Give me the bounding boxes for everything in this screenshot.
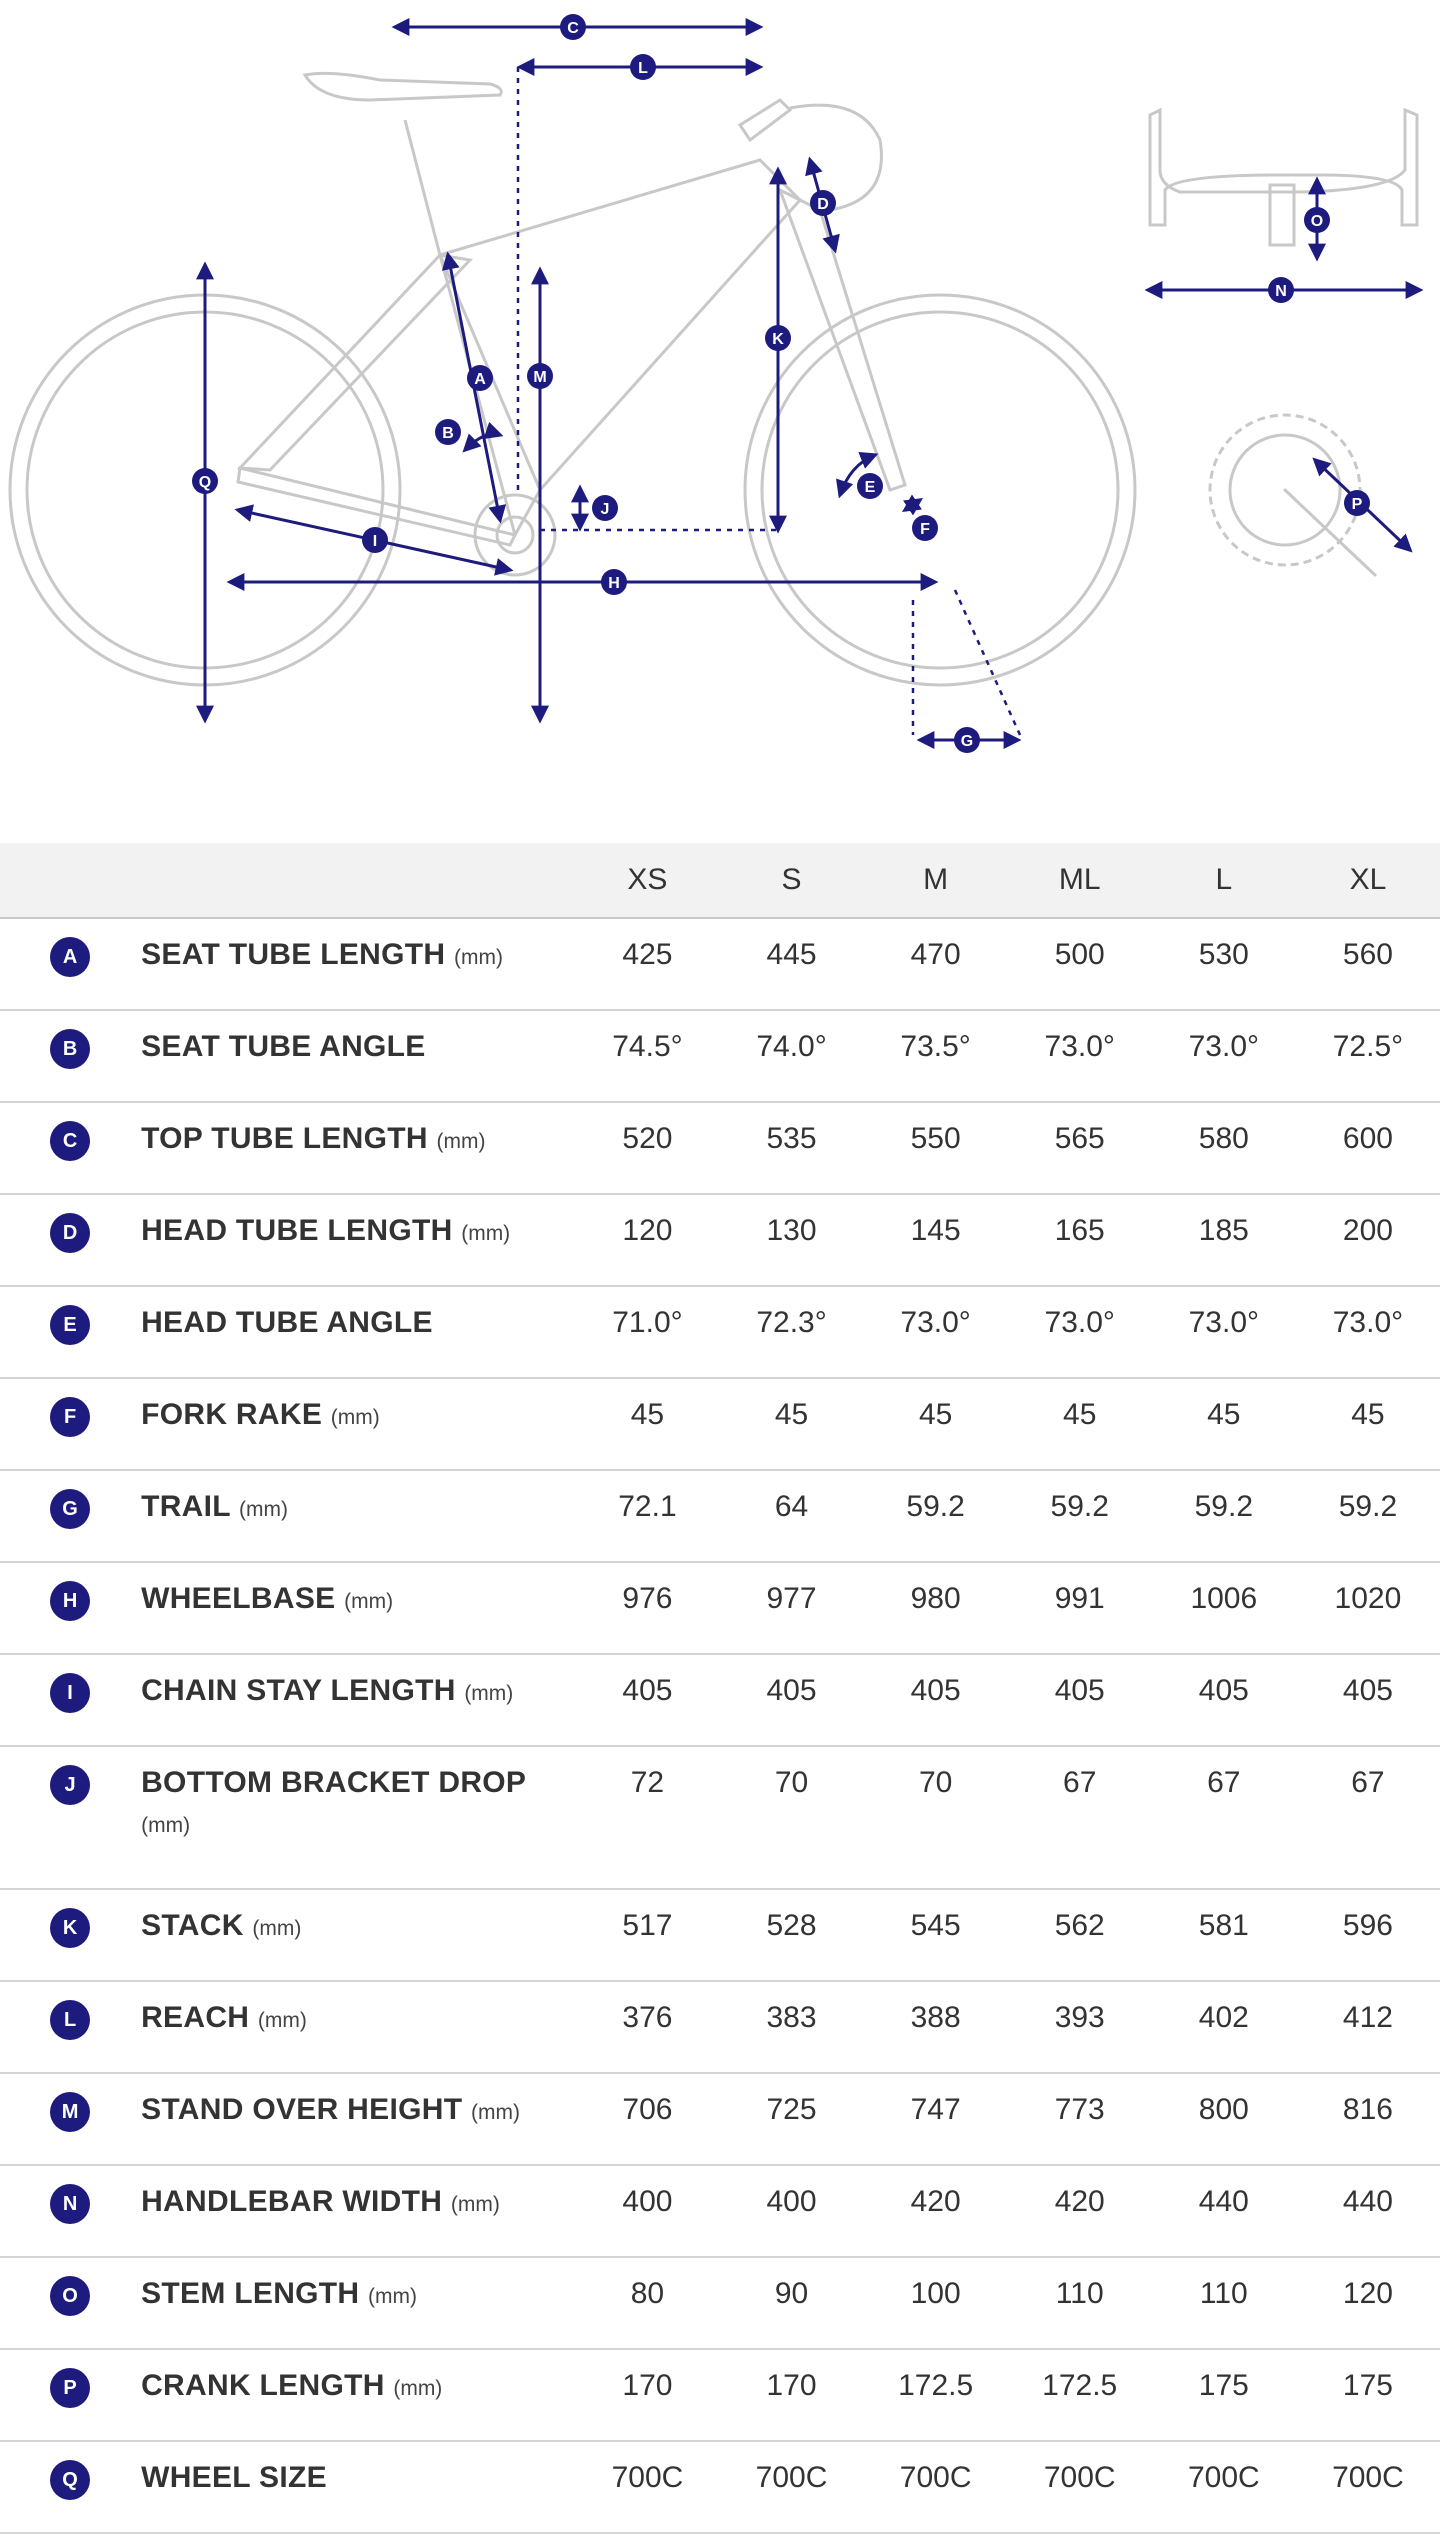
dimension-label (140, 2073, 575, 2165)
badge-cell (0, 1194, 140, 1286)
value-cell: 145 (864, 1194, 1008, 1286)
dimension-badge: O (50, 2276, 90, 2316)
value-cell: 747 (864, 2073, 1008, 2165)
value-cell: 580 (1152, 1102, 1296, 1194)
dimension-unit: (mm) (470, 2101, 520, 2124)
value-cell: 600 (1296, 1102, 1440, 1194)
value-cell: 980 (864, 1562, 1008, 1654)
dimension-unit: (mm) (450, 2193, 500, 2216)
header-empty-label (140, 843, 575, 918)
dimension-label (140, 1889, 575, 1981)
value-cell: 700C (1152, 2441, 1296, 2533)
size-header-s: S (719, 843, 863, 918)
badge-cell (0, 1378, 140, 1470)
dimension-name: WHEELBASE (141, 1582, 336, 1615)
value-cell: 412 (1296, 1981, 1440, 2073)
dimension-name: WHEEL SIZE (141, 2461, 327, 2494)
value-cell: 581 (1152, 1889, 1296, 1981)
table-row (0, 1010, 1440, 1102)
dimension-badge: C (50, 1121, 90, 1161)
dimension-label (140, 1102, 575, 1194)
value-cell: 72 (575, 1746, 719, 1889)
size-header-xl: XL (1296, 843, 1440, 918)
bike-geometry-diagram (0, 0, 1440, 800)
dimension-unit: (mm) (436, 1130, 486, 1153)
dimension-name: FORK RAKE (141, 1398, 323, 1431)
dimension-name: TOP TUBE LENGTH (141, 1122, 428, 1155)
marker-j (592, 495, 618, 521)
table-row (0, 1102, 1440, 1194)
marker-g (954, 727, 980, 753)
value-cell: 445 (719, 918, 863, 1010)
value-cell: 991 (1008, 1562, 1152, 1654)
dimension-name: CRANK LENGTH (141, 2369, 385, 2402)
marker-b (435, 419, 461, 445)
badge-cell (0, 1102, 140, 1194)
marker-n (1268, 277, 1294, 303)
value-cell: 120 (1296, 2257, 1440, 2349)
value-cell: 73.0° (1152, 1010, 1296, 1102)
value-cell: 405 (864, 1654, 1008, 1746)
marker-q (192, 468, 218, 494)
dimension-name: CHAIN STAY LENGTH (141, 1674, 456, 1707)
value-cell: 520 (575, 1102, 719, 1194)
value-cell: 100 (864, 2257, 1008, 2349)
value-cell: 110 (1152, 2257, 1296, 2349)
marker-a (467, 365, 493, 391)
badge-cell (0, 1654, 140, 1746)
value-cell: 71.0° (575, 1286, 719, 1378)
dimension-unit: (mm) (239, 1498, 288, 1521)
svg-text:K: K (772, 331, 784, 348)
table-row (0, 2073, 1440, 2165)
table-row (0, 1562, 1440, 1654)
dimension-name: SEAT TUBE LENGTH (141, 938, 446, 971)
badge-cell (0, 918, 140, 1010)
dimension-badge: A (50, 937, 90, 977)
dimension-name: SEAT TUBE ANGLE (141, 1030, 426, 1063)
dimension-name: REACH (141, 2001, 250, 2034)
value-cell: 59.2 (864, 1470, 1008, 1562)
value-cell: 700C (1008, 2441, 1152, 2533)
value-cell: 120 (575, 1194, 719, 1286)
value-cell: 405 (1296, 1654, 1440, 1746)
header-empty-badge (0, 843, 140, 918)
dimension-label (140, 1470, 575, 1562)
dimension-badge: M (50, 2092, 90, 2132)
dimension-label (140, 918, 575, 1010)
svg-text:B: B (442, 425, 454, 442)
dimension-unit: (mm) (453, 946, 503, 969)
value-cell: 1006 (1152, 1562, 1296, 1654)
dimension-badge: G (50, 1489, 90, 1529)
value-cell: 73.0° (1008, 1010, 1152, 1102)
dimension-badge: K (50, 1908, 90, 1948)
value-cell: 706 (575, 2073, 719, 2165)
geometry-table (0, 843, 1440, 2534)
dimension-unit: (mm) (368, 2285, 418, 2308)
dimension-unit: (mm) (252, 1917, 302, 1940)
value-cell: 700C (864, 2441, 1008, 2533)
value-cell: 45 (1008, 1378, 1152, 1470)
dimension-label (140, 1378, 575, 1470)
dimension-unit: (mm) (464, 1682, 514, 1705)
value-cell: 74.0° (719, 1010, 863, 1102)
value-cell: 175 (1296, 2349, 1440, 2441)
table-row (0, 1470, 1440, 1562)
table-row (0, 1746, 1440, 1889)
value-cell: 560 (1296, 918, 1440, 1010)
svg-text:I: I (372, 533, 378, 550)
value-cell: 500 (1008, 918, 1152, 1010)
dimension-label (140, 2165, 575, 2257)
marker-k (765, 325, 791, 351)
svg-text:N: N (1275, 283, 1287, 300)
svg-text:L: L (638, 60, 648, 77)
dimension-badge: P (50, 2368, 90, 2408)
table-row (0, 1889, 1440, 1981)
value-cell: 70 (864, 1746, 1008, 1889)
value-cell: 420 (864, 2165, 1008, 2257)
value-cell: 405 (575, 1654, 719, 1746)
badge-cell (0, 2349, 140, 2441)
marker-e (857, 473, 883, 499)
table-row (0, 1654, 1440, 1746)
marker-i (362, 527, 388, 553)
dimension-badge: D (50, 1213, 90, 1253)
value-cell: 535 (719, 1102, 863, 1194)
dimension-lines (205, 27, 1420, 740)
marker-d (810, 190, 836, 216)
value-cell: 73.0° (864, 1286, 1008, 1378)
value-cell: 45 (1152, 1378, 1296, 1470)
badge-cell (0, 1562, 140, 1654)
dimension-name: STEM LENGTH (141, 2277, 360, 2310)
svg-text:A: A (474, 371, 486, 388)
value-cell: 172.5 (864, 2349, 1008, 2441)
value-cell: 530 (1152, 918, 1296, 1010)
value-cell: 80 (575, 2257, 719, 2349)
table-row (0, 1286, 1440, 1378)
value-cell: 59.2 (1008, 1470, 1152, 1562)
table-row (0, 2441, 1440, 2533)
badge-cell (0, 2257, 140, 2349)
dimension-badge: F (50, 1397, 90, 1437)
value-cell: 376 (575, 1981, 719, 2073)
badge-cell (0, 1286, 140, 1378)
marker-h (601, 569, 627, 595)
value-cell: 700C (719, 2441, 863, 2533)
value-cell: 172.5 (1008, 2349, 1152, 2441)
svg-text:J: J (600, 501, 610, 518)
value-cell: 170 (575, 2349, 719, 2441)
value-cell: 175 (1152, 2349, 1296, 2441)
value-cell: 517 (575, 1889, 719, 1981)
dimension-label (140, 1562, 575, 1654)
svg-text:G: G (960, 733, 974, 750)
size-header-m: M (864, 843, 1008, 918)
value-cell: 545 (864, 1889, 1008, 1981)
value-cell: 185 (1152, 1194, 1296, 1286)
value-cell: 130 (719, 1194, 863, 1286)
value-cell: 773 (1008, 2073, 1152, 2165)
value-cell: 405 (1008, 1654, 1152, 1746)
value-cell: 59.2 (1296, 1470, 1440, 1562)
dimension-badge: J (50, 1765, 90, 1805)
dimension-label (140, 1194, 575, 1286)
value-cell: 565 (1008, 1102, 1152, 1194)
dimension-unit: (mm) (461, 1222, 511, 1245)
value-cell: 405 (719, 1654, 863, 1746)
value-cell: 73.0° (1152, 1286, 1296, 1378)
value-cell: 45 (719, 1378, 863, 1470)
value-cell: 976 (575, 1562, 719, 1654)
value-cell: 200 (1296, 1194, 1440, 1286)
marker-l (630, 54, 656, 80)
marker-o (1304, 207, 1330, 233)
size-header-xs: XS (575, 843, 719, 918)
value-cell: 425 (575, 918, 719, 1010)
value-cell: 70 (719, 1746, 863, 1889)
value-cell: 73.0° (1008, 1286, 1152, 1378)
dimension-badge: I (50, 1673, 90, 1713)
svg-text:P: P (1351, 496, 1363, 513)
badge-cell (0, 2073, 140, 2165)
badge-cell (0, 1981, 140, 2073)
badge-cell (0, 1889, 140, 1981)
dimension-label (140, 2441, 575, 2533)
svg-text:Q: Q (198, 474, 212, 491)
dimension-label (140, 1654, 575, 1746)
dimension-name: HEAD TUBE ANGLE (141, 1306, 433, 1339)
dimension-label (140, 2349, 575, 2441)
value-cell: 1020 (1296, 1562, 1440, 1654)
value-cell: 388 (864, 1981, 1008, 2073)
table-header-row (0, 843, 1440, 918)
value-cell: 440 (1296, 2165, 1440, 2257)
table-row (0, 1378, 1440, 1470)
value-cell: 400 (575, 2165, 719, 2257)
badge-cell (0, 1470, 140, 1562)
svg-text:M: M (533, 369, 547, 386)
value-cell: 67 (1296, 1746, 1440, 1889)
value-cell: 73.0° (1296, 1286, 1440, 1378)
value-cell: 45 (1296, 1378, 1440, 1470)
value-cell: 528 (719, 1889, 863, 1981)
value-cell: 67 (1152, 1746, 1296, 1889)
dimension-unit: (mm) (141, 1814, 191, 1837)
svg-text:F: F (920, 521, 930, 538)
handlebar-top-view (1150, 110, 1417, 245)
value-cell: 64 (719, 1470, 863, 1562)
table-row (0, 2165, 1440, 2257)
value-cell: 72.5° (1296, 1010, 1440, 1102)
table-row (0, 2349, 1440, 2441)
dimension-badge: E (50, 1305, 90, 1345)
value-cell: 420 (1008, 2165, 1152, 2257)
value-cell: 45 (575, 1378, 719, 1470)
value-cell: 402 (1152, 1981, 1296, 2073)
svg-text:H: H (608, 575, 620, 592)
marker-f (912, 515, 938, 541)
value-cell: 800 (1152, 2073, 1296, 2165)
value-cell: 816 (1296, 2073, 1440, 2165)
dimension-name: STACK (141, 1909, 244, 1942)
value-cell: 393 (1008, 1981, 1152, 2073)
value-cell: 67 (1008, 1746, 1152, 1889)
value-cell: 700C (1296, 2441, 1440, 2533)
bike-outline (10, 73, 1135, 685)
dimension-badge: N (50, 2184, 90, 2224)
dimension-unit: (mm) (344, 1590, 394, 1613)
value-cell: 596 (1296, 1889, 1440, 1981)
table-row (0, 1981, 1440, 2073)
dimension-label (140, 1981, 575, 2073)
value-cell: 400 (719, 2165, 863, 2257)
value-cell: 977 (719, 1562, 863, 1654)
dimension-name: BOTTOM BRACKET DROP (141, 1766, 527, 1799)
table-row (0, 918, 1440, 1010)
marker-p (1344, 490, 1370, 516)
value-cell: 90 (719, 2257, 863, 2349)
value-cell: 405 (1152, 1654, 1296, 1746)
dimension-name: STAND OVER HEIGHT (141, 2093, 463, 2126)
svg-text:E: E (864, 479, 876, 496)
value-cell: 72.3° (719, 1286, 863, 1378)
dimension-unit: (mm) (257, 2009, 307, 2032)
value-cell: 470 (864, 918, 1008, 1010)
badge-cell (0, 2165, 140, 2257)
badge-cell (0, 1010, 140, 1102)
size-header-l: L (1152, 843, 1296, 918)
dimension-name: HEAD TUBE LENGTH (141, 1214, 453, 1247)
dimension-unit: (mm) (330, 1406, 380, 1429)
value-cell: 110 (1008, 2257, 1152, 2349)
dimension-label (140, 1010, 575, 1102)
svg-text:D: D (817, 196, 829, 213)
value-cell: 440 (1152, 2165, 1296, 2257)
value-cell: 383 (719, 1981, 863, 2073)
dimension-badge: L (50, 2000, 90, 2040)
value-cell: 550 (864, 1102, 1008, 1194)
value-cell: 73.5° (864, 1010, 1008, 1102)
dimension-name: TRAIL (141, 1490, 231, 1523)
badge-cell (0, 2441, 140, 2533)
table-row (0, 2257, 1440, 2349)
value-cell: 725 (719, 2073, 863, 2165)
dimension-name: HANDLEBAR WIDTH (141, 2185, 443, 2218)
size-header-ml: ML (1008, 843, 1152, 918)
value-cell: 165 (1008, 1194, 1152, 1286)
dimension-badge: Q (50, 2460, 90, 2500)
dimension-label (140, 1286, 575, 1378)
value-cell: 72.1 (575, 1470, 719, 1562)
value-cell: 74.5° (575, 1010, 719, 1102)
dimension-label (140, 2257, 575, 2349)
svg-text:O: O (1310, 213, 1324, 230)
value-cell: 59.2 (1152, 1470, 1296, 1562)
marker-c (560, 14, 586, 40)
dimension-badge: H (50, 1581, 90, 1621)
value-cell: 562 (1008, 1889, 1152, 1981)
value-cell: 45 (864, 1378, 1008, 1470)
dimension-label (140, 1746, 575, 1889)
marker-m (527, 363, 553, 389)
svg-text:C: C (567, 20, 579, 37)
badge-cell (0, 1746, 140, 1889)
value-cell: 170 (719, 2349, 863, 2441)
dimension-unit: (mm) (393, 2377, 443, 2400)
table-row (0, 1194, 1440, 1286)
value-cell: 700C (575, 2441, 719, 2533)
dimension-badge: B (50, 1029, 90, 1069)
